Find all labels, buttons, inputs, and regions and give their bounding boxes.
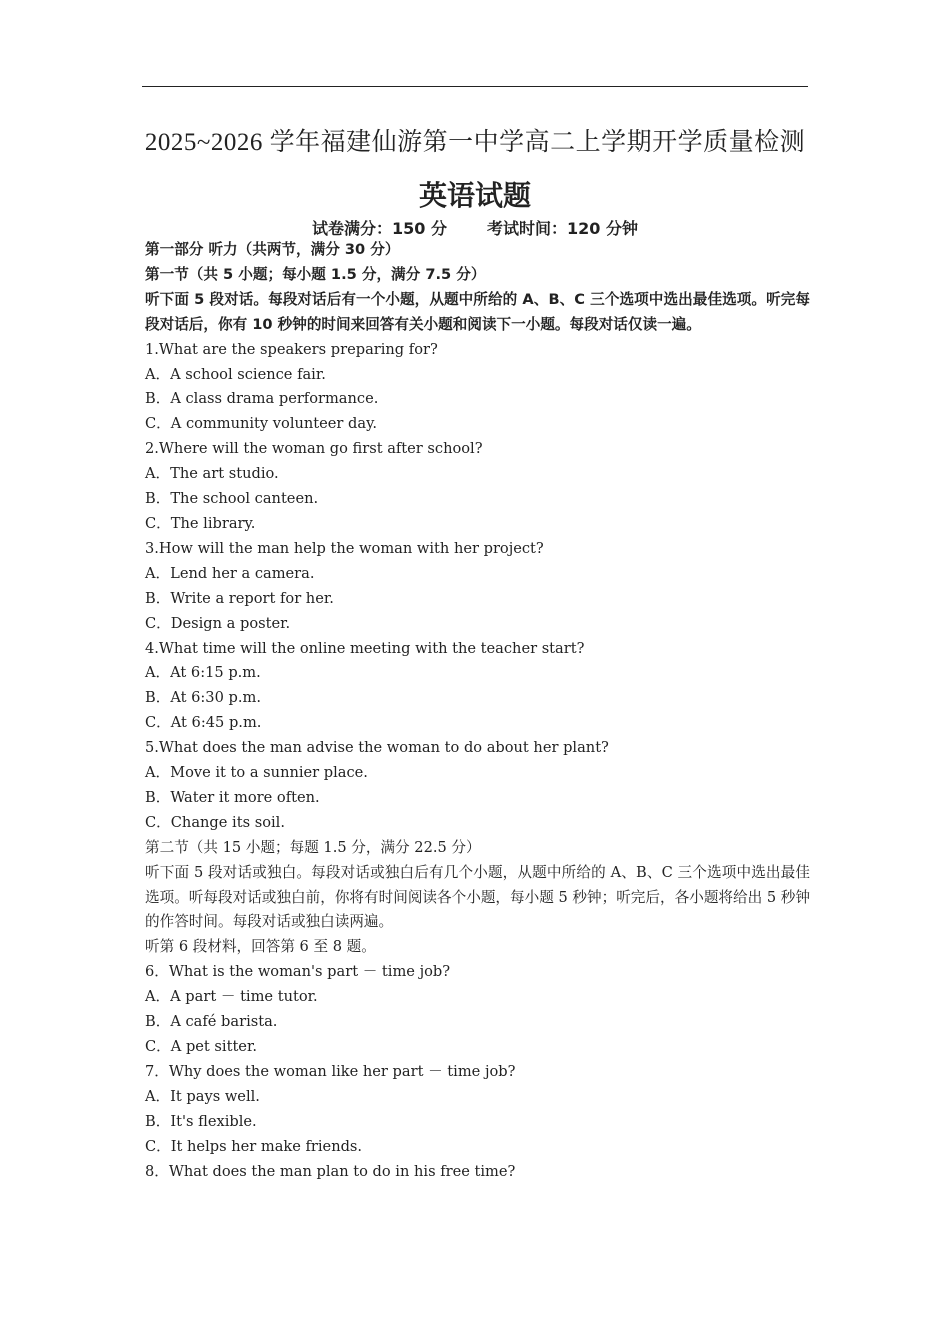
question-stem: 8．What does the man plan to do in his free time? bbox=[145, 1162, 516, 1180]
answer-option: A．At 6:15 p.m. bbox=[145, 664, 261, 682]
answer-option: C．A community volunteer day. bbox=[145, 415, 378, 433]
question-stem: 3.How will the man help the woman with her project? bbox=[145, 539, 544, 557]
question-stem: 6．What is the woman's part － time job? bbox=[145, 963, 451, 981]
exam-meta bbox=[0, 216, 950, 239]
part1-heading: 第一部分 听力（共两节，满分 30 分） bbox=[145, 241, 400, 258]
answer-option: A．It pays well. bbox=[145, 1087, 260, 1105]
section2-heading: 第二节（共 15 小题；每题 1.5 分，满分 22.5 分） bbox=[145, 838, 481, 856]
answer-option: C．At 6:45 p.m. bbox=[145, 714, 262, 732]
question-stem: 5.What does the man advise the woman to do about her plant? bbox=[145, 739, 609, 757]
exam-time: 考试时间：120 分钟 bbox=[487, 219, 638, 238]
answer-option: A．The art studio. bbox=[145, 465, 279, 483]
answer-option: B．It's flexible. bbox=[145, 1112, 257, 1130]
exam-title: 2025~2026 学年福建仙游第一中学高二上学期开学质量检测 bbox=[144, 129, 806, 156]
answer-option: C．The library. bbox=[145, 514, 256, 532]
answer-option: B．A class drama performance. bbox=[145, 390, 379, 408]
answer-option: B．Water it more often. bbox=[145, 788, 320, 806]
header-rule bbox=[142, 86, 808, 87]
answer-option: B．At 6:30 p.m. bbox=[145, 689, 261, 707]
answer-option: B．A café barista. bbox=[145, 1013, 278, 1031]
question-list-a bbox=[145, 338, 810, 836]
exam-subject: 英语试题 bbox=[418, 179, 531, 212]
question-stem: 7．Why does the woman like her part － time job? bbox=[145, 1062, 516, 1080]
material-6-label: 听第 6 段材料，回答第 6 至 8 题。 bbox=[145, 938, 376, 956]
answer-option: B．The school canteen. bbox=[145, 490, 319, 508]
exam-content bbox=[145, 238, 810, 1184]
question-stem: 1.What are the speakers preparing for? bbox=[145, 340, 438, 358]
question-list-b bbox=[145, 960, 810, 1184]
question-stem: 2.Where will the woman go first after school? bbox=[145, 440, 483, 458]
answer-option: A．A school science fair. bbox=[145, 365, 326, 383]
answer-option: C．Design a poster. bbox=[145, 614, 291, 632]
answer-option: A．Lend her a camera. bbox=[145, 564, 315, 582]
section2-instructions: 听下面 5 段对话或独白。每段对话或独白后有几个小题，从题中所给的 A、B、C 三个选项中选出最佳选项。听每段对话或独白前，你将有时间阅读各个小题，每小题 5 秒钟；听完后，各小题将给出 5 秒钟的作答时间。每段对话或独白读两遍。 bbox=[145, 863, 810, 931]
answer-option: B．Write a report for her. bbox=[145, 589, 334, 607]
question-stem: 4.What time will the online meeting with the teacher start? bbox=[145, 639, 585, 657]
full-score: 试卷满分：150 分 bbox=[312, 219, 447, 238]
answer-option: A．Move it to a sunnier place. bbox=[145, 764, 368, 782]
answer-option: C．Change its soil. bbox=[145, 813, 285, 831]
section1-instructions: 听下面 5 段对话。每段对话后有一个小题，从题中所给的 A、B、C 三个选项中选出最佳选项。听完每段对话后，你有 10 秒钟的时间来回答有关小题和阅读下一小题。每段对话仅读一遍。 bbox=[145, 290, 810, 333]
answer-option: C．It helps her make friends. bbox=[145, 1137, 363, 1155]
answer-option: A．A part － time tutor. bbox=[145, 988, 318, 1006]
section1-heading: 第一节（共 5 小题；每小题 1.5 分，满分 7.5 分） bbox=[145, 265, 486, 283]
answer-option: C．A pet sitter. bbox=[145, 1038, 257, 1055]
